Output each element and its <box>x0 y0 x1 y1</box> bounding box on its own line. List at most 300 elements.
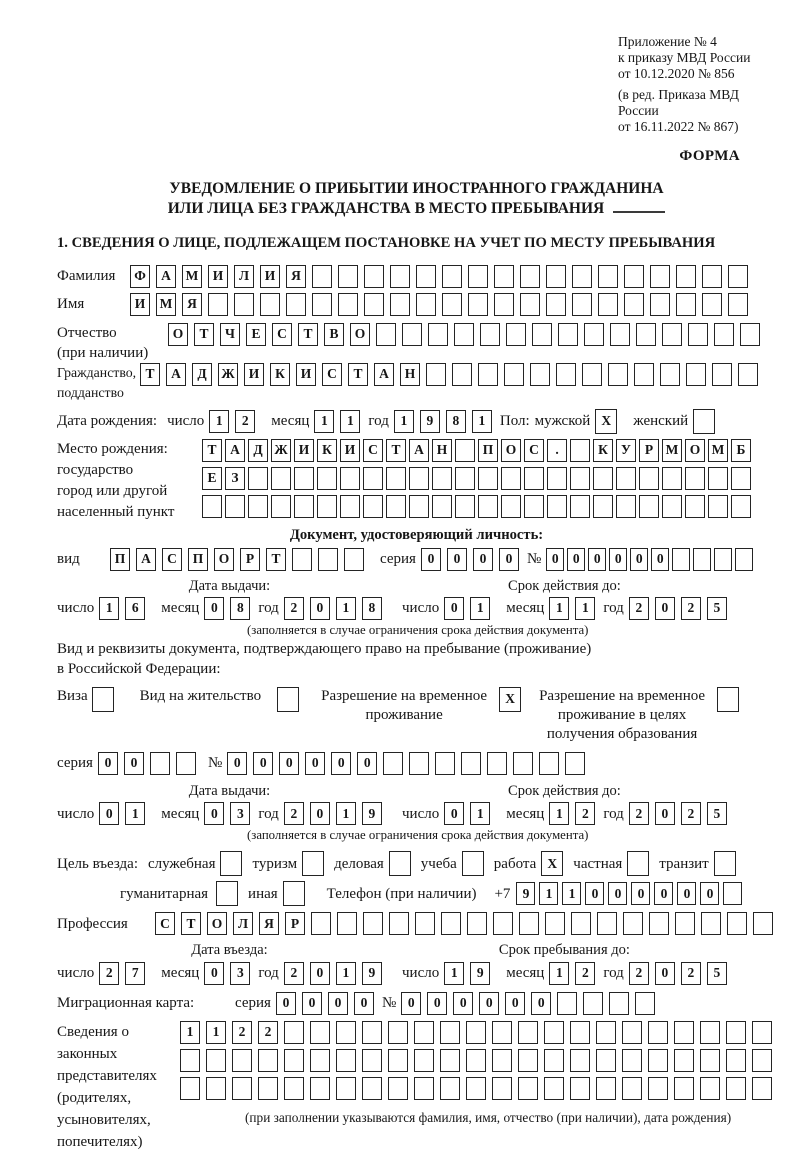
cell[interactable] <box>726 1021 746 1044</box>
cell[interactable] <box>337 912 357 935</box>
cell[interactable] <box>150 752 170 775</box>
cell[interactable]: В <box>324 323 344 346</box>
cell[interactable]: А <box>374 363 394 386</box>
cell[interactable] <box>708 467 728 490</box>
identity-issue-month-boxes[interactable] <box>204 597 250 620</box>
cell[interactable]: Ж <box>271 439 291 462</box>
cell[interactable] <box>383 752 403 775</box>
cell[interactable]: 0 <box>99 802 119 825</box>
cell[interactable]: 9 <box>362 802 382 825</box>
cell[interactable] <box>386 467 406 490</box>
cell[interactable] <box>700 1049 720 1072</box>
cell[interactable] <box>492 1049 512 1072</box>
cell[interactable]: 0 <box>227 752 247 775</box>
cell[interactable] <box>639 467 659 490</box>
cell[interactable]: А <box>136 548 156 571</box>
identity-valid-month-boxes[interactable] <box>549 597 595 620</box>
cell[interactable] <box>442 265 462 288</box>
purpose-business-checkbox[interactable] <box>389 851 411 876</box>
cell[interactable]: 8 <box>230 597 250 620</box>
cell[interactable]: У <box>616 439 636 462</box>
cell[interactable] <box>731 495 751 518</box>
cell[interactable] <box>726 1077 746 1100</box>
cell[interactable] <box>284 1077 304 1100</box>
cell[interactable] <box>492 1077 512 1100</box>
cell[interactable] <box>180 1077 200 1100</box>
cell[interactable] <box>478 495 498 518</box>
cell[interactable] <box>284 1049 304 1072</box>
cell[interactable]: . <box>547 439 567 462</box>
cell[interactable] <box>608 363 628 386</box>
cell[interactable]: К <box>270 363 290 386</box>
cell[interactable]: 0 <box>305 752 325 775</box>
cell[interactable] <box>455 495 475 518</box>
cell[interactable] <box>702 265 722 288</box>
cell[interactable] <box>318 548 338 571</box>
given-name-boxes[interactable] <box>130 293 748 316</box>
identity-valid-day-boxes[interactable] <box>444 597 490 620</box>
cell[interactable]: 0 <box>331 752 351 775</box>
cell[interactable] <box>232 1049 252 1072</box>
cell[interactable]: Т <box>202 439 222 462</box>
cell[interactable] <box>467 912 487 935</box>
cell[interactable] <box>461 752 481 775</box>
cell[interactable] <box>675 912 695 935</box>
cell[interactable] <box>728 265 748 288</box>
cell[interactable] <box>662 495 682 518</box>
cell[interactable] <box>597 912 617 935</box>
sex-female-checkbox[interactable] <box>693 409 715 434</box>
cell[interactable]: 2 <box>575 962 595 985</box>
cell[interactable] <box>206 1077 226 1100</box>
cell[interactable] <box>674 1049 694 1072</box>
cell[interactable]: 0 <box>651 548 669 571</box>
cell[interactable] <box>234 293 254 316</box>
cell[interactable] <box>440 1049 460 1072</box>
cell[interactable]: 0 <box>585 882 604 905</box>
identity-issue-year-boxes[interactable] <box>284 597 382 620</box>
cell[interactable] <box>728 293 748 316</box>
cell[interactable] <box>468 293 488 316</box>
cell[interactable]: М <box>708 439 728 462</box>
cell[interactable]: 2 <box>258 1021 278 1044</box>
cell[interactable] <box>539 752 559 775</box>
cell[interactable] <box>624 265 644 288</box>
cell[interactable]: 9 <box>516 882 535 905</box>
cell[interactable] <box>572 265 592 288</box>
identity-valid-year-boxes[interactable] <box>629 597 727 620</box>
cell[interactable]: Т <box>348 363 368 386</box>
identity-kind-boxes[interactable] <box>110 548 364 571</box>
cell[interactable] <box>220 851 242 876</box>
cell[interactable]: Д <box>192 363 212 386</box>
cell[interactable] <box>635 992 655 1015</box>
cell[interactable] <box>504 363 524 386</box>
cell[interactable]: С <box>155 912 175 935</box>
cell[interactable] <box>598 265 618 288</box>
cell[interactable]: 1 <box>549 597 569 620</box>
cell[interactable]: С <box>524 439 544 462</box>
cell[interactable] <box>363 467 383 490</box>
cell[interactable] <box>752 1077 772 1100</box>
cell[interactable]: 3 <box>230 802 250 825</box>
cell[interactable] <box>593 495 613 518</box>
cell[interactable]: 9 <box>470 962 490 985</box>
cell[interactable] <box>518 1021 538 1044</box>
cell[interactable] <box>616 467 636 490</box>
cell[interactable]: 2 <box>629 962 649 985</box>
cell[interactable] <box>312 265 332 288</box>
cell[interactable]: 9 <box>420 410 440 433</box>
cell[interactable]: Р <box>285 912 305 935</box>
cell[interactable]: 0 <box>204 597 224 620</box>
cell[interactable]: 2 <box>681 597 701 620</box>
cell[interactable]: 0 <box>546 548 564 571</box>
cell[interactable] <box>426 363 446 386</box>
cell[interactable]: 2 <box>284 962 304 985</box>
cell[interactable]: X <box>499 687 521 712</box>
cell[interactable] <box>388 1077 408 1100</box>
cell[interactable] <box>650 265 670 288</box>
cell[interactable] <box>672 548 690 571</box>
cell[interactable]: 1 <box>549 802 569 825</box>
cell[interactable]: 1 <box>575 597 595 620</box>
cell[interactable] <box>752 1021 772 1044</box>
cell[interactable]: 5 <box>707 597 727 620</box>
cell[interactable] <box>752 1049 772 1072</box>
residence-valid-year-boxes[interactable] <box>629 802 727 825</box>
cell[interactable] <box>714 548 732 571</box>
residence-valid-month-boxes[interactable] <box>549 802 595 825</box>
birth-month-boxes[interactable] <box>314 410 360 433</box>
cell[interactable] <box>700 1021 720 1044</box>
cell[interactable] <box>363 495 383 518</box>
cell[interactable] <box>258 1077 278 1100</box>
cell[interactable]: 0 <box>609 548 627 571</box>
cell[interactable] <box>570 1021 590 1044</box>
cell[interactable] <box>544 1049 564 1072</box>
cell[interactable]: 8 <box>446 410 466 433</box>
residence-valid-day-boxes[interactable] <box>444 802 490 825</box>
cell[interactable] <box>494 265 514 288</box>
cell[interactable]: 1 <box>336 962 356 985</box>
cell[interactable] <box>740 323 760 346</box>
cell[interactable]: 0 <box>98 752 118 775</box>
cell[interactable] <box>532 323 552 346</box>
cell[interactable]: П <box>188 548 208 571</box>
cell[interactable] <box>596 1021 616 1044</box>
cell[interactable] <box>648 1021 668 1044</box>
cell[interactable]: 8 <box>362 597 382 620</box>
cell[interactable]: З <box>225 467 245 490</box>
cell[interactable] <box>544 1021 564 1044</box>
cell[interactable]: А <box>409 439 429 462</box>
cell[interactable] <box>466 1077 486 1100</box>
cell[interactable] <box>277 687 299 712</box>
entry-year-boxes[interactable] <box>284 962 382 985</box>
cell[interactable] <box>432 467 452 490</box>
identity-series-boxes[interactable] <box>421 548 519 571</box>
cell[interactable]: 0 <box>357 752 377 775</box>
cell[interactable]: 0 <box>310 597 330 620</box>
purpose-other-checkbox[interactable] <box>283 881 305 906</box>
cell[interactable] <box>260 293 280 316</box>
cell[interactable] <box>524 467 544 490</box>
cell[interactable] <box>547 467 567 490</box>
cell[interactable]: 1 <box>470 802 490 825</box>
cell[interactable] <box>685 495 705 518</box>
cell[interactable] <box>487 752 507 775</box>
cell[interactable] <box>735 548 753 571</box>
cell[interactable]: 2 <box>235 410 255 433</box>
cell[interactable] <box>466 1049 486 1072</box>
cell[interactable]: И <box>260 265 280 288</box>
cell[interactable]: 0 <box>302 992 322 1015</box>
cell[interactable] <box>416 265 436 288</box>
cell[interactable]: О <box>207 912 227 935</box>
cell[interactable]: Р <box>240 548 260 571</box>
cell[interactable] <box>700 1077 720 1100</box>
cell[interactable] <box>362 1049 382 1072</box>
cell[interactable]: 0 <box>677 882 696 905</box>
residence-series-boxes[interactable] <box>98 752 196 775</box>
cell[interactable]: И <box>296 363 316 386</box>
cell[interactable] <box>518 1049 538 1072</box>
cell[interactable] <box>544 1077 564 1100</box>
cell[interactable] <box>478 363 498 386</box>
cell[interactable] <box>714 323 734 346</box>
cell[interactable]: С <box>272 323 292 346</box>
cell[interactable] <box>216 881 238 906</box>
cell[interactable] <box>660 363 680 386</box>
cell[interactable] <box>676 265 696 288</box>
cell[interactable] <box>390 265 410 288</box>
cell[interactable] <box>292 548 312 571</box>
cell[interactable]: Т <box>181 912 201 935</box>
residence-issue-day-boxes[interactable] <box>99 802 145 825</box>
cell[interactable]: К <box>593 439 613 462</box>
cell[interactable] <box>286 293 306 316</box>
cell[interactable]: 1 <box>444 962 464 985</box>
cell[interactable]: 0 <box>654 882 673 905</box>
cell[interactable]: 1 <box>549 962 569 985</box>
cell[interactable] <box>340 495 360 518</box>
residence-issue-year-boxes[interactable] <box>284 802 382 825</box>
cell[interactable] <box>362 1021 382 1044</box>
cell[interactable]: 0 <box>276 992 296 1015</box>
cell[interactable]: 1 <box>314 410 334 433</box>
cell[interactable] <box>364 293 384 316</box>
cell[interactable] <box>455 439 475 462</box>
cell[interactable] <box>340 467 360 490</box>
cell[interactable] <box>180 1049 200 1072</box>
cell[interactable]: А <box>156 265 176 288</box>
birth-year-boxes[interactable] <box>394 410 492 433</box>
cell[interactable] <box>558 323 578 346</box>
cell[interactable]: 0 <box>473 548 493 571</box>
cell[interactable] <box>624 293 644 316</box>
cell[interactable] <box>440 1021 460 1044</box>
cell[interactable] <box>662 467 682 490</box>
citizenship-boxes[interactable] <box>140 363 758 386</box>
cell[interactable] <box>478 467 498 490</box>
cell[interactable] <box>609 992 629 1015</box>
cell[interactable] <box>208 293 228 316</box>
cell[interactable] <box>623 912 643 935</box>
cell[interactable] <box>414 1049 434 1072</box>
cell[interactable] <box>206 1049 226 1072</box>
cell[interactable] <box>389 851 411 876</box>
cell[interactable]: 0 <box>505 992 525 1015</box>
cell[interactable] <box>648 1077 668 1100</box>
cell[interactable]: 0 <box>567 548 585 571</box>
cell[interactable] <box>302 851 324 876</box>
cell[interactable] <box>519 912 539 935</box>
cell[interactable] <box>462 851 484 876</box>
cell[interactable]: Л <box>233 912 253 935</box>
cell[interactable] <box>294 495 314 518</box>
cell[interactable] <box>520 265 540 288</box>
cell[interactable]: Р <box>639 439 659 462</box>
cell[interactable] <box>414 1077 434 1100</box>
cell[interactable]: Ф <box>130 265 150 288</box>
temporary-residence-checkbox[interactable] <box>499 687 521 712</box>
cell[interactable]: С <box>322 363 342 386</box>
cell[interactable]: Н <box>432 439 452 462</box>
purpose-humanitarian-checkbox[interactable] <box>216 881 238 906</box>
cell[interactable] <box>440 1077 460 1100</box>
stay-month-boxes[interactable] <box>549 962 595 985</box>
stay-day-boxes[interactable] <box>444 962 490 985</box>
cell[interactable] <box>708 495 728 518</box>
cell[interactable] <box>402 323 422 346</box>
cell[interactable] <box>676 293 696 316</box>
cell[interactable]: 1 <box>336 597 356 620</box>
cell[interactable] <box>501 495 521 518</box>
entry-month-boxes[interactable] <box>204 962 250 985</box>
cell[interactable] <box>454 323 474 346</box>
birth-day-boxes[interactable] <box>209 410 255 433</box>
cell[interactable] <box>726 1049 746 1072</box>
cell[interactable] <box>225 495 245 518</box>
cell[interactable] <box>294 467 314 490</box>
cell[interactable] <box>416 293 436 316</box>
cell[interactable]: К <box>317 439 337 462</box>
representatives-line3-boxes[interactable] <box>180 1077 772 1100</box>
cell[interactable]: 1 <box>125 802 145 825</box>
cell[interactable]: 0 <box>608 882 627 905</box>
cell[interactable]: Т <box>298 323 318 346</box>
sex-male-checkbox[interactable] <box>595 409 617 434</box>
cell[interactable] <box>662 323 682 346</box>
cell[interactable] <box>389 912 409 935</box>
cell[interactable]: Т <box>266 548 286 571</box>
entry-day-boxes[interactable] <box>99 962 145 985</box>
cell[interactable] <box>570 495 590 518</box>
cell[interactable] <box>409 495 429 518</box>
cell[interactable] <box>570 1077 590 1100</box>
cell[interactable] <box>634 363 654 386</box>
cell[interactable]: Т <box>386 439 406 462</box>
cell[interactable] <box>310 1021 330 1044</box>
cell[interactable] <box>570 1049 590 1072</box>
cell[interactable] <box>556 363 576 386</box>
cell[interactable] <box>572 293 592 316</box>
cell[interactable] <box>693 548 711 571</box>
cell[interactable] <box>598 293 618 316</box>
phone-boxes[interactable] <box>516 882 742 905</box>
cell[interactable] <box>428 323 448 346</box>
cell[interactable] <box>248 495 268 518</box>
cell[interactable]: 1 <box>340 410 360 433</box>
cell[interactable] <box>176 752 196 775</box>
cell[interactable]: Ч <box>220 323 240 346</box>
purpose-official-checkbox[interactable] <box>220 851 242 876</box>
cell[interactable]: И <box>340 439 360 462</box>
cell[interactable]: Я <box>182 293 202 316</box>
cell[interactable]: 0 <box>447 548 467 571</box>
migration-number-boxes[interactable] <box>401 992 655 1015</box>
cell[interactable]: 0 <box>655 802 675 825</box>
cell[interactable] <box>271 467 291 490</box>
purpose-transit-checkbox[interactable] <box>714 851 736 876</box>
cell[interactable]: 0 <box>204 802 224 825</box>
cell[interactable] <box>452 363 472 386</box>
cell[interactable] <box>388 1049 408 1072</box>
cell[interactable] <box>622 1021 642 1044</box>
cell[interactable] <box>336 1077 356 1100</box>
cell[interactable] <box>390 293 410 316</box>
cell[interactable] <box>317 495 337 518</box>
cell[interactable] <box>92 687 114 712</box>
cell[interactable]: 0 <box>453 992 473 1015</box>
cell[interactable]: Ж <box>218 363 238 386</box>
migration-series-boxes[interactable] <box>276 992 374 1015</box>
cell[interactable]: Я <box>286 265 306 288</box>
cell[interactable]: 0 <box>655 962 675 985</box>
cell[interactable]: 5 <box>707 802 727 825</box>
cell[interactable]: 1 <box>539 882 558 905</box>
cell[interactable] <box>202 495 222 518</box>
stay-year-boxes[interactable] <box>629 962 727 985</box>
cell[interactable] <box>524 495 544 518</box>
cell[interactable] <box>674 1021 694 1044</box>
cell[interactable]: 1 <box>99 597 119 620</box>
cell[interactable] <box>312 293 332 316</box>
cell[interactable]: 0 <box>204 962 224 985</box>
cell[interactable]: 1 <box>394 410 414 433</box>
cell[interactable] <box>283 881 305 906</box>
cell[interactable] <box>723 882 742 905</box>
cell[interactable]: 0 <box>588 548 606 571</box>
cell[interactable] <box>530 363 550 386</box>
cell[interactable] <box>701 912 721 935</box>
cell[interactable]: 0 <box>328 992 348 1015</box>
cell[interactable]: М <box>156 293 176 316</box>
cell[interactable]: О <box>350 323 370 346</box>
cell[interactable]: 0 <box>700 882 719 905</box>
representatives-line2-boxes[interactable] <box>180 1049 772 1072</box>
cell[interactable]: 0 <box>655 597 675 620</box>
cell[interactable] <box>386 495 406 518</box>
cell[interactable]: 0 <box>310 962 330 985</box>
cell[interactable]: С <box>363 439 383 462</box>
cell[interactable] <box>565 752 585 775</box>
cell[interactable] <box>753 912 773 935</box>
cell[interactable]: 2 <box>681 802 701 825</box>
patronymic-boxes[interactable] <box>168 323 760 346</box>
cell[interactable] <box>583 992 603 1015</box>
